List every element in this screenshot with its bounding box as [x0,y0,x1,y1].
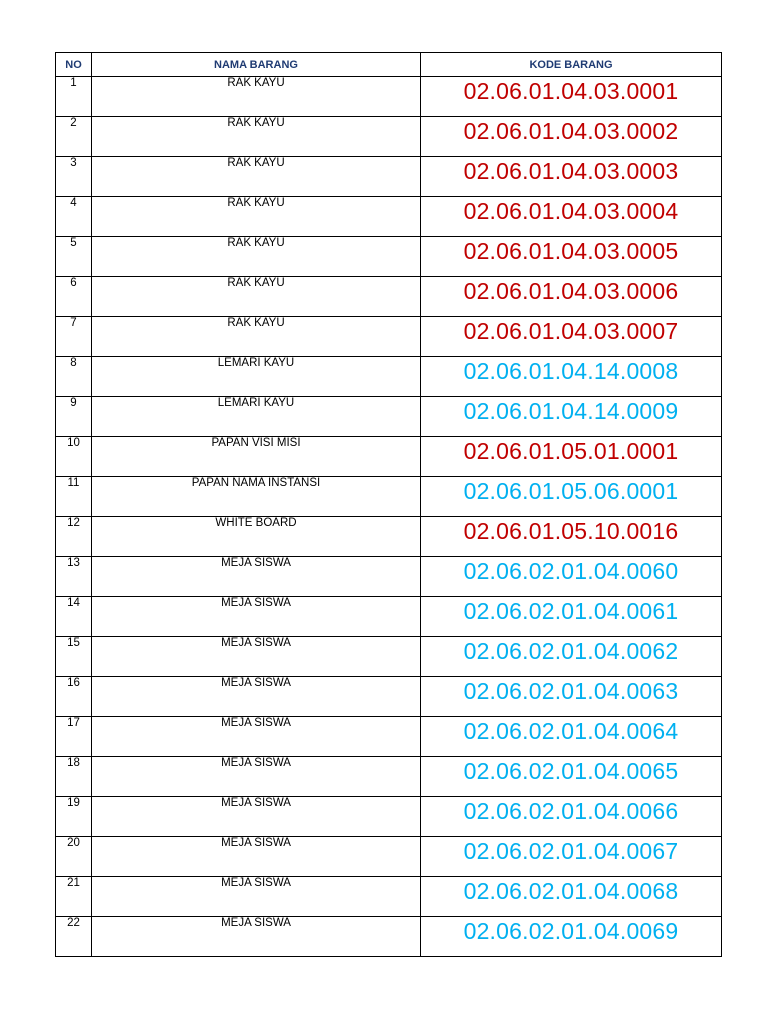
item-code: 02.06.02.01.04.0063 [421,677,722,717]
header-nama-barang: NAMA BARANG [92,53,421,77]
item-name: RAK KAYU [92,197,421,237]
item-name: MEJA SISWA [92,877,421,917]
table-row [56,517,722,557]
item-name: PAPAN VISI MISI [92,437,421,477]
item-code: 02.06.02.01.04.0069 [421,917,722,957]
row-number: 11 [56,477,92,517]
table-row [56,877,722,917]
row-number: 17 [56,717,92,757]
table-row [56,197,722,237]
table-row [56,117,722,157]
item-name: LEMARI KAYU [92,357,421,397]
item-code: 02.06.02.01.04.0068 [421,877,722,917]
item-name: MEJA SISWA [92,677,421,717]
header-row [56,53,722,77]
row-number: 5 [56,237,92,277]
item-name: PAPAN NAMA INSTANSI [92,477,421,517]
table-row [56,277,722,317]
item-code: 02.06.02.01.04.0065 [421,757,722,797]
row-number: 15 [56,637,92,677]
item-code: 02.06.01.04.03.0002 [421,117,722,157]
table-row [56,397,722,437]
item-code: 02.06.01.04.03.0005 [421,237,722,277]
item-name: RAK KAYU [92,277,421,317]
row-number: 1 [56,77,92,117]
table-row [56,797,722,837]
table-row [56,557,722,597]
item-code: 02.06.02.01.04.0064 [421,717,722,757]
item-code: 02.06.01.04.03.0003 [421,157,722,197]
item-name: MEJA SISWA [92,717,421,757]
item-name: RAK KAYU [92,77,421,117]
item-code: 02.06.02.01.04.0062 [421,637,722,677]
row-number: 22 [56,917,92,957]
row-number: 4 [56,197,92,237]
item-code: 02.06.01.04.03.0004 [421,197,722,237]
item-code: 02.06.02.01.04.0067 [421,837,722,877]
item-name: LEMARI KAYU [92,397,421,437]
item-name: MEJA SISWA [92,797,421,837]
table-body [56,77,722,957]
table-row [56,357,722,397]
table-row [56,757,722,797]
item-code: 02.06.01.04.03.0001 [421,77,722,117]
table-row [56,77,722,117]
row-number: 10 [56,437,92,477]
table-row [56,437,722,477]
item-name: RAK KAYU [92,157,421,197]
table-row [56,837,722,877]
item-name: MEJA SISWA [92,757,421,797]
row-number: 16 [56,677,92,717]
row-number: 14 [56,597,92,637]
row-number: 20 [56,837,92,877]
item-code: 02.06.01.04.14.0008 [421,357,722,397]
table-row [56,717,722,757]
row-number: 7 [56,317,92,357]
row-number: 18 [56,757,92,797]
row-number: 12 [56,517,92,557]
row-number: 19 [56,797,92,837]
item-name: MEJA SISWA [92,837,421,877]
row-number: 3 [56,157,92,197]
row-number: 8 [56,357,92,397]
item-code: 02.06.01.05.10.0016 [421,517,722,557]
item-code: 02.06.01.04.03.0006 [421,277,722,317]
table-row [56,597,722,637]
item-name: WHITE BOARD [92,517,421,557]
table-row [56,157,722,197]
item-name: RAK KAYU [92,117,421,157]
item-code: 02.06.02.01.04.0060 [421,557,722,597]
item-code: 02.06.02.01.04.0066 [421,797,722,837]
table-row [56,917,722,957]
row-number: 21 [56,877,92,917]
header-kode-barang: KODE BARANG [421,53,722,77]
item-code: 02.06.01.05.06.0001 [421,477,722,517]
table-row [56,637,722,677]
item-name: MEJA SISWA [92,637,421,677]
row-number: 6 [56,277,92,317]
item-code: 02.06.01.04.03.0007 [421,317,722,357]
inventory-table [55,52,722,957]
table-row [56,677,722,717]
row-number: 2 [56,117,92,157]
item-code: 02.06.02.01.04.0061 [421,597,722,637]
item-name: MEJA SISWA [92,597,421,637]
table-row [56,477,722,517]
table-row [56,237,722,277]
item-name: MEJA SISWA [92,917,421,957]
item-name: MEJA SISWA [92,557,421,597]
table-row [56,317,722,357]
row-number: 9 [56,397,92,437]
item-code: 02.06.01.04.14.0009 [421,397,722,437]
item-code: 02.06.01.05.01.0001 [421,437,722,477]
row-number: 13 [56,557,92,597]
item-name: RAK KAYU [92,237,421,277]
header-no: NO [56,53,92,77]
table-header [56,53,722,77]
item-name: RAK KAYU [92,317,421,357]
